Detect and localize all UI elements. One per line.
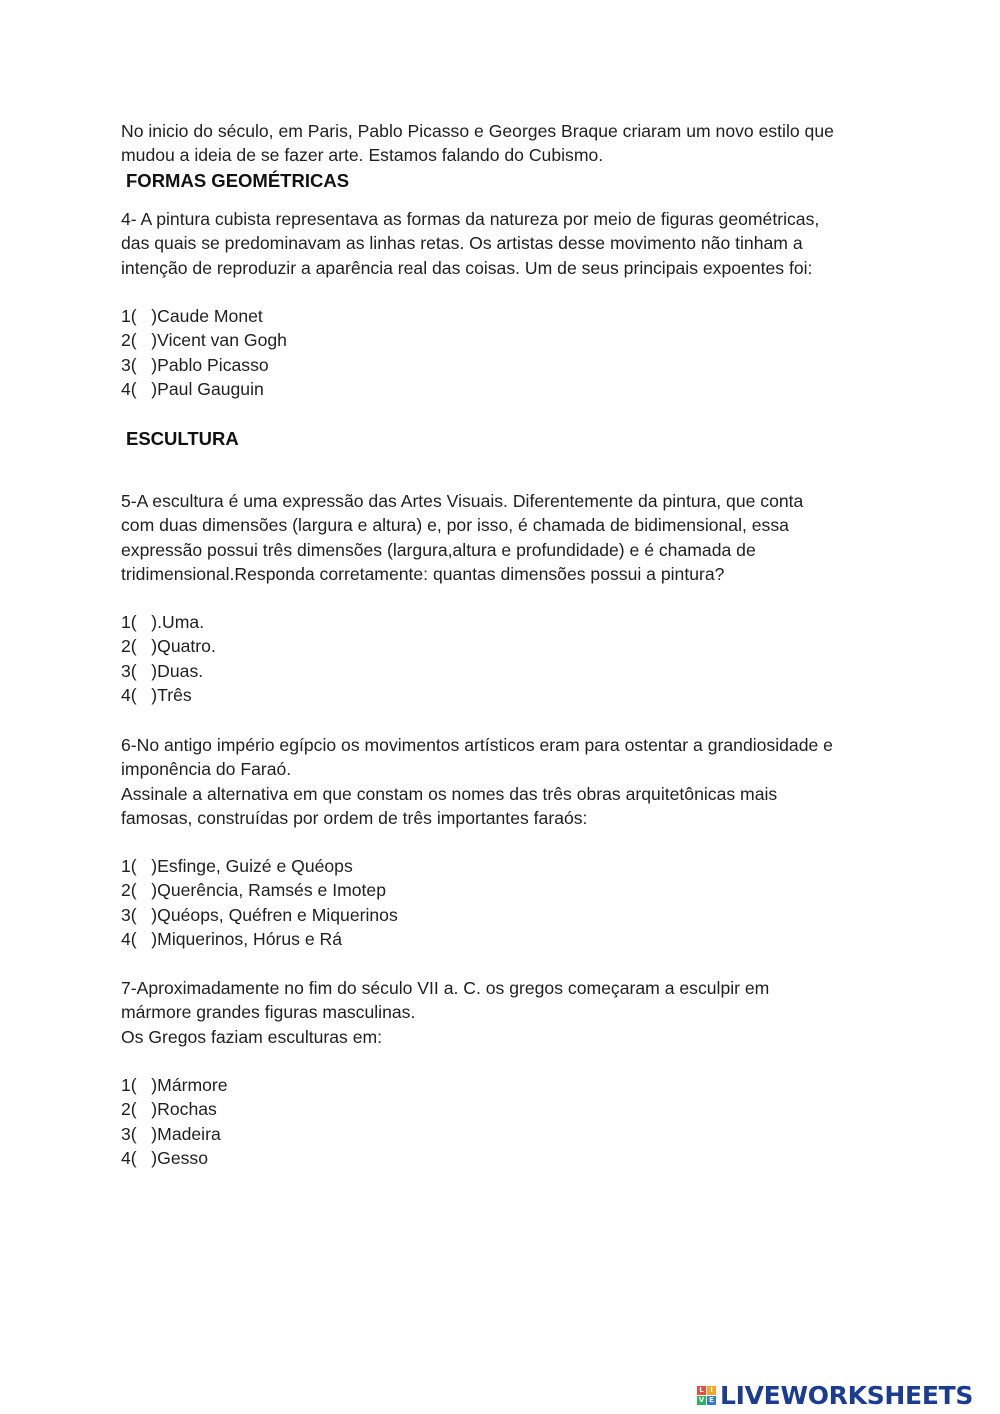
question-line: com duas dimensões (largura e altura) e, por isso, é chamada de bidimensional, essa [121, 515, 789, 536]
section-title-formas: FORMAS GEOMÉTRICAS [126, 170, 350, 191]
logo-letter: E [707, 1396, 716, 1405]
question-7-text [121, 976, 891, 1049]
answer-option[interactable]: 1( )Mármore [121, 1075, 228, 1095]
answer-option[interactable]: 2( )Rochas [121, 1099, 217, 1120]
answer-option[interactable]: 3( )Pablo Picasso [121, 354, 269, 375]
logo-mark-icon [697, 1386, 716, 1405]
question-6-options [121, 854, 891, 952]
question-line: Assinale a alternativa em que constam os nomes das três obras arquitetônicas mais [121, 783, 778, 804]
question-line: das quais se predominavam as linhas retas. Os artistas desse movimento não tinham a [121, 233, 803, 254]
intro-paragraph [121, 119, 891, 168]
answer-option[interactable]: 4( )Miquerinos, Hórus e Rá [121, 929, 342, 950]
intro-line: mudou a ideia de se fazer arte. Estamos falando do Cubismo. [121, 145, 604, 166]
question-5-text [121, 489, 891, 587]
answer-option[interactable]: 2( )Vicent van Gogh [121, 330, 287, 351]
question-line: 4- A pintura cubista representava as formas da natureza por meio de figuras geométricas, [121, 209, 820, 229]
question-line: 6-No antigo império egípcio os movimentos artísticos eram para ostentar a grandiosidade e [121, 735, 833, 755]
logo-text: LIVEWORKSHEETS [720, 1380, 974, 1410]
answer-option[interactable]: 4( )Três [121, 685, 192, 706]
answer-option[interactable]: 1( )Caude Monet [121, 306, 263, 326]
intro-line: No inicio do século, em Paris, Pablo Picasso e Georges Braque criaram um novo estilo que [121, 121, 834, 141]
question-line: 5-A escultura é uma expressão das Artes Visuais. Diferentemente da pintura, que conta [121, 491, 804, 511]
answer-option[interactable]: 3( )Quéops, Quéfren e Miquerinos [121, 904, 398, 925]
question-line: intenção de reproduzir a aparência real das coisas. Um de seus principais expoentes foi: [121, 257, 813, 278]
logo-letter: V [698, 1395, 705, 1404]
question-4-text [121, 207, 891, 280]
question-6-text [121, 733, 891, 831]
question-5-options [121, 610, 891, 708]
question-line: expressão possui três dimensões (largura,altura e profundidade) e é chamada de [121, 539, 756, 560]
question-7-options [121, 1073, 891, 1171]
answer-option[interactable]: 1( ).Uma. [121, 612, 205, 632]
answer-option[interactable]: 2( )Quatro. [121, 636, 216, 657]
answer-option[interactable]: 1( )Esfinge, Guizé e Quéops [121, 856, 353, 876]
question-line: tridimensional.Responda corretamente: quantas dimensões possui a pintura? [121, 564, 725, 585]
answer-option[interactable]: 4( )Paul Gauguin [121, 379, 264, 400]
question-line: imponência do Faraó. [121, 759, 292, 780]
question-line: 7-Aproximadamente no fim do século VII a. C. os gregos começaram a esculpir em [121, 978, 770, 998]
liveworksheets-logo [697, 1380, 973, 1410]
section-title-escultura: ESCULTURA [126, 428, 239, 449]
answer-option[interactable]: 3( )Madeira [121, 1123, 221, 1144]
question-line: Os Gregos faziam esculturas em: [121, 1026, 383, 1047]
answer-option[interactable]: 4( )Gesso [121, 1148, 209, 1169]
question-line: famosas, construídas por ordem de três importantes faraós: [121, 808, 588, 829]
logo-letter: L [697, 1386, 706, 1395]
question-4-options [121, 304, 891, 402]
question-line: mármore grandes figuras masculinas. [121, 1002, 416, 1023]
logo-letter: I [707, 1386, 716, 1395]
answer-option[interactable]: 3( )Duas. [121, 660, 204, 681]
answer-option[interactable]: 2( )Querência, Ramsés e Imotep [121, 880, 386, 901]
